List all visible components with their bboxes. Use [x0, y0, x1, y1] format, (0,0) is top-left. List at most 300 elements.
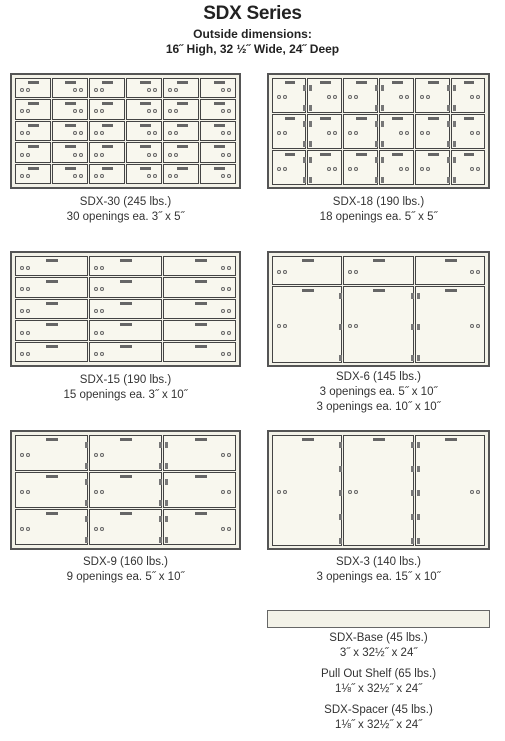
hinge: [165, 442, 168, 448]
lock-icon: [73, 174, 77, 178]
lock-icon: [227, 266, 231, 270]
name-plate: [140, 81, 151, 84]
safe-deposit-box: [52, 121, 88, 142]
lock-icon: [348, 95, 352, 99]
hinge: [165, 500, 168, 506]
sdx6-openings-large: 3 openings ea. 10˝ x 10˝: [316, 401, 441, 413]
name-plate: [46, 302, 58, 305]
sdx30-model: SDX-30 (245 lbs.): [79, 196, 172, 208]
name-plate: [140, 167, 151, 170]
lock-icon: [174, 131, 178, 135]
name-plate: [120, 302, 132, 305]
safe-deposit-box: [89, 435, 162, 471]
safe-deposit-box: [15, 299, 88, 320]
hinge: [411, 293, 414, 299]
lock-icon: [227, 287, 231, 291]
name-plate: [46, 323, 58, 326]
base-dims: 3˝ x 32½˝ x 24˝: [339, 646, 418, 659]
safe-deposit-box: [343, 435, 414, 546]
hinge: [309, 105, 312, 111]
safe-deposit-box: [163, 256, 236, 277]
lock-icon: [354, 324, 358, 328]
lock-icon: [221, 453, 225, 457]
lock-icon: [283, 131, 287, 135]
hinge: [411, 490, 414, 496]
hinge: [375, 121, 378, 127]
safe-deposit-box: [415, 435, 486, 546]
hinge: [381, 157, 384, 163]
name-plate: [140, 102, 151, 105]
lock-icon: [227, 527, 231, 531]
lock-icon: [277, 490, 281, 494]
name-plate: [65, 81, 76, 84]
lock-icon: [100, 266, 104, 270]
name-plate: [428, 153, 439, 156]
lock-icon: [227, 174, 231, 178]
name-plate: [28, 102, 39, 105]
lock-icon: [168, 153, 172, 157]
lock-icon: [79, 174, 83, 178]
lock-icon: [20, 453, 24, 457]
lock-icon: [283, 95, 287, 99]
name-plate: [214, 145, 225, 148]
lock-icon: [333, 95, 337, 99]
name-plate: [140, 145, 151, 148]
sdx18-openings: 18 openings ea. 5˝ x 5˝: [319, 211, 438, 223]
hinge: [447, 85, 450, 91]
safe-deposit-box: [272, 435, 343, 546]
hinge: [447, 177, 450, 183]
hinge: [159, 442, 162, 448]
lock-icon: [153, 88, 157, 92]
lock-icon: [94, 131, 98, 135]
lock-icon: [100, 131, 104, 135]
hinge: [303, 85, 306, 91]
name-plate: [445, 438, 457, 441]
sdx30-caption: [10, 195, 241, 225]
name-plate: [177, 167, 188, 170]
name-plate: [195, 512, 207, 515]
lock-icon: [147, 88, 151, 92]
lock-icon: [221, 266, 225, 270]
safe-deposit-box: [15, 256, 88, 277]
name-plate: [120, 345, 132, 348]
lock-icon: [26, 490, 30, 494]
safe-deposit-box: [163, 78, 199, 99]
safe-deposit-box: [343, 286, 414, 363]
sdx18-drawing: [267, 73, 490, 189]
name-plate: [140, 124, 151, 127]
base-name: SDX-Base (45 lbs.): [329, 632, 428, 644]
name-plate: [65, 145, 76, 148]
sdx3-drawing: [267, 430, 490, 550]
hinge: [165, 479, 168, 485]
safe-deposit-box: [379, 150, 414, 185]
name-plate: [195, 259, 207, 262]
safe-deposit-box: [200, 142, 236, 163]
lock-icon: [327, 167, 331, 171]
name-plate: [28, 81, 39, 84]
lock-icon: [94, 309, 98, 313]
lock-icon: [79, 131, 83, 135]
name-plate: [65, 102, 76, 105]
name-plate: [214, 102, 225, 105]
safe-deposit-box: [343, 114, 378, 149]
lock-icon: [20, 527, 24, 531]
hinge: [381, 105, 384, 111]
lock-icon: [174, 174, 178, 178]
lock-icon: [94, 453, 98, 457]
hinge: [447, 141, 450, 147]
sdx6-drawing: [267, 251, 490, 367]
lock-icon: [470, 95, 474, 99]
lock-icon: [20, 309, 24, 313]
hinge: [447, 105, 450, 111]
hinge: [85, 516, 88, 522]
lock-icon: [283, 167, 287, 171]
lock-icon: [277, 95, 281, 99]
lock-icon: [26, 527, 30, 531]
hinge: [417, 293, 420, 299]
name-plate: [102, 145, 113, 148]
safe-deposit-box: [126, 99, 162, 120]
lock-icon: [26, 88, 30, 92]
lock-icon: [221, 109, 225, 113]
hinge: [453, 105, 456, 111]
page-title: SDX Series: [203, 3, 302, 24]
accessories-caption: [267, 631, 490, 732]
lock-icon: [168, 174, 172, 178]
safe-deposit-box: [272, 114, 307, 149]
lock-icon: [168, 109, 172, 113]
lock-icon: [26, 331, 30, 335]
lock-icon: [26, 266, 30, 270]
lock-icon: [94, 266, 98, 270]
safe-deposit-box: [15, 78, 51, 99]
safe-deposit-box: [343, 78, 378, 113]
hinge: [309, 121, 312, 127]
lock-icon: [348, 490, 352, 494]
safe-deposit-box: [89, 299, 162, 320]
lock-icon: [348, 167, 352, 171]
name-plate: [392, 153, 403, 156]
safe-deposit-box: [15, 472, 88, 508]
safe-deposit-box: [52, 164, 88, 185]
lock-icon: [94, 153, 98, 157]
hinge: [85, 537, 88, 543]
lock-icon: [277, 167, 281, 171]
lock-icon: [20, 490, 24, 494]
name-plate: [120, 438, 132, 441]
hinge: [381, 177, 384, 183]
hinge: [85, 463, 88, 469]
lock-icon: [426, 167, 430, 171]
lock-icon: [420, 131, 424, 135]
name-plate: [320, 81, 331, 84]
hinge: [339, 442, 342, 448]
lock-icon: [147, 131, 151, 135]
lock-icon: [221, 331, 225, 335]
hinge: [417, 324, 420, 330]
shelf-dims: 1⅛˝ x 32½˝ x 24˝: [335, 682, 422, 695]
hinge: [309, 85, 312, 91]
safe-deposit-box: [272, 150, 307, 185]
name-plate: [373, 438, 385, 441]
lock-icon: [94, 352, 98, 356]
hinge: [417, 538, 420, 544]
lock-icon: [26, 453, 30, 457]
hinge: [309, 177, 312, 183]
hinge: [303, 105, 306, 111]
lock-icon: [476, 490, 480, 494]
sdx30-openings: 30 openings ea. 3˝ x 5˝: [66, 211, 185, 223]
lock-icon: [221, 309, 225, 313]
lock-icon: [399, 167, 403, 171]
safe-deposit-box: [89, 320, 162, 341]
lock-icon: [277, 131, 281, 135]
name-plate: [28, 167, 39, 170]
hinge: [447, 121, 450, 127]
lock-icon: [470, 131, 474, 135]
lock-icon: [227, 88, 231, 92]
name-plate: [65, 124, 76, 127]
lock-icon: [73, 109, 77, 113]
safe-deposit-box: [163, 99, 199, 120]
safe-deposit-box: [163, 277, 236, 298]
lock-icon: [26, 309, 30, 313]
safe-deposit-box: [126, 142, 162, 163]
lock-icon: [174, 109, 178, 113]
sdx9-openings: 9 openings ea. 5˝ x 10˝: [66, 571, 185, 583]
lock-icon: [174, 153, 178, 157]
lock-icon: [100, 109, 104, 113]
lock-icon: [277, 324, 281, 328]
lock-icon: [354, 95, 358, 99]
lock-icon: [227, 309, 231, 313]
name-plate: [445, 259, 457, 262]
name-plate: [195, 302, 207, 305]
lock-icon: [333, 131, 337, 135]
safe-deposit-box: [15, 320, 88, 341]
safe-deposit-box: [163, 320, 236, 341]
hinge: [303, 141, 306, 147]
safe-deposit-box: [163, 121, 199, 142]
sdx15-model: SDX-15 (190 lbs.): [79, 374, 172, 386]
lock-icon: [399, 95, 403, 99]
dimensions-heading: Outside dimensions:: [193, 27, 312, 41]
name-plate: [392, 81, 403, 84]
lock-icon: [221, 131, 225, 135]
safe-deposit-box: [272, 78, 307, 113]
lock-icon: [227, 490, 231, 494]
sdx6-model: SDX-6 (145 lbs.): [335, 371, 421, 383]
name-plate: [302, 259, 314, 262]
hinge: [381, 85, 384, 91]
safe-deposit-box: [52, 99, 88, 120]
lock-icon: [26, 153, 30, 157]
lock-icon: [327, 95, 331, 99]
name-plate: [214, 167, 225, 170]
safe-deposit-box: [307, 114, 342, 149]
lock-icon: [94, 331, 98, 335]
lock-icon: [94, 490, 98, 494]
lock-icon: [26, 174, 30, 178]
name-plate: [46, 512, 58, 515]
safe-deposit-box: [52, 142, 88, 163]
hinge: [447, 157, 450, 163]
safe-deposit-box: [126, 78, 162, 99]
lock-icon: [227, 352, 231, 356]
lock-icon: [470, 490, 474, 494]
sdx30-drawing: [10, 73, 241, 189]
lock-icon: [153, 109, 157, 113]
hinge: [417, 355, 420, 361]
sdx6-caption: [267, 370, 490, 415]
lock-icon: [327, 131, 331, 135]
name-plate: [46, 280, 58, 283]
name-plate: [356, 117, 367, 120]
hinge: [375, 141, 378, 147]
lock-icon: [221, 490, 225, 494]
name-plate: [302, 289, 314, 292]
lock-icon: [470, 167, 474, 171]
lock-icon: [20, 109, 24, 113]
name-plate: [195, 475, 207, 478]
dimensions-text: 16˝ High, 32 ½˝ Wide, 24˝ Deep: [165, 42, 340, 56]
spacer-name: SDX-Spacer (45 lbs.): [324, 704, 433, 716]
hinge: [159, 500, 162, 506]
lock-icon: [100, 352, 104, 356]
lock-icon: [153, 174, 157, 178]
lock-icon: [283, 270, 287, 274]
shelf-name: Pull Out Shelf (65 lbs.): [320, 668, 437, 680]
safe-deposit-box: [15, 164, 51, 185]
name-plate: [373, 289, 385, 292]
lock-icon: [168, 131, 172, 135]
name-plate: [120, 280, 132, 283]
safe-deposit-box: [163, 435, 236, 471]
lock-icon: [94, 88, 98, 92]
name-plate: [302, 438, 314, 441]
hinge: [339, 490, 342, 496]
lock-icon: [26, 287, 30, 291]
name-plate: [120, 512, 132, 515]
safe-deposit-box: [379, 78, 414, 113]
lock-icon: [405, 131, 409, 135]
name-plate: [464, 117, 475, 120]
name-plate: [102, 124, 113, 127]
safe-deposit-box: [89, 121, 125, 142]
sdx15-openings: 15 openings ea. 3˝ x 10˝: [63, 389, 188, 401]
lock-icon: [348, 270, 352, 274]
sdx3-caption: [267, 555, 490, 585]
hinge: [381, 121, 384, 127]
hinge: [375, 105, 378, 111]
safe-deposit-box: [89, 164, 125, 185]
lock-icon: [100, 490, 104, 494]
lock-icon: [153, 153, 157, 157]
name-plate: [102, 81, 113, 84]
sdx9-caption: [10, 555, 241, 585]
lock-icon: [20, 331, 24, 335]
lock-icon: [94, 287, 98, 291]
sdx9-drawing: [10, 430, 241, 550]
safe-deposit-box: [15, 342, 88, 363]
name-plate: [177, 102, 188, 105]
lock-icon: [283, 324, 287, 328]
sdx9-model: SDX-9 (160 lbs.): [82, 556, 168, 568]
name-plate: [214, 81, 225, 84]
name-plate: [46, 259, 58, 262]
lock-icon: [354, 490, 358, 494]
lock-icon: [20, 287, 24, 291]
hinge: [417, 442, 420, 448]
sdx-base-drawing: [267, 610, 490, 628]
lock-icon: [354, 167, 358, 171]
safe-deposit-box: [379, 114, 414, 149]
hinge: [381, 141, 384, 147]
safe-deposit-box: [307, 150, 342, 185]
safe-deposit-box: [415, 114, 450, 149]
lock-icon: [94, 527, 98, 531]
name-plate: [356, 81, 367, 84]
name-plate: [428, 117, 439, 120]
safe-deposit-box: [163, 472, 236, 508]
lock-icon: [476, 270, 480, 274]
name-plate: [373, 259, 385, 262]
sdx6-openings-small: 3 openings ea. 5˝ x 10˝: [319, 386, 438, 398]
safe-deposit-box: [451, 114, 486, 149]
safe-deposit-box: [163, 342, 236, 363]
sdx18-model: SDX-18 (190 lbs.): [332, 196, 425, 208]
hinge: [375, 177, 378, 183]
hinge: [339, 514, 342, 520]
name-plate: [285, 153, 296, 156]
lock-icon: [221, 352, 225, 356]
lock-icon: [73, 153, 77, 157]
safe-deposit-box: [52, 78, 88, 99]
hinge: [411, 538, 414, 544]
hinge: [159, 516, 162, 522]
lock-icon: [348, 131, 352, 135]
lock-icon: [227, 109, 231, 113]
lock-icon: [348, 324, 352, 328]
safe-deposit-box: [200, 121, 236, 142]
lock-icon: [399, 131, 403, 135]
lock-icon: [20, 131, 24, 135]
name-plate: [46, 438, 58, 441]
lock-icon: [20, 88, 24, 92]
lock-icon: [100, 287, 104, 291]
lock-icon: [94, 174, 98, 178]
hinge: [159, 537, 162, 543]
lock-icon: [26, 131, 30, 135]
safe-deposit-box: [89, 509, 162, 545]
name-plate: [120, 475, 132, 478]
name-plate: [46, 475, 58, 478]
lock-icon: [147, 174, 151, 178]
lock-icon: [221, 174, 225, 178]
hinge: [417, 514, 420, 520]
safe-deposit-box: [89, 256, 162, 277]
safe-deposit-box: [126, 164, 162, 185]
lock-icon: [20, 174, 24, 178]
safe-deposit-box: [89, 99, 125, 120]
lock-icon: [79, 153, 83, 157]
name-plate: [285, 117, 296, 120]
hinge: [165, 463, 168, 469]
lock-icon: [227, 131, 231, 135]
